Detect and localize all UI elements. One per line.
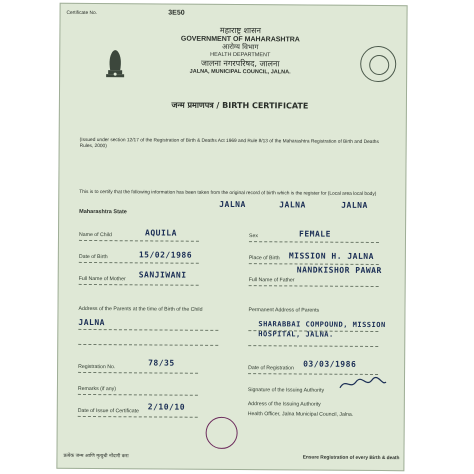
- official-stamp-icon: [206, 417, 238, 449]
- dob-value: 15/02/1986: [138, 250, 193, 260]
- header-marathi-state: महाराष्ट्र शासन: [219, 25, 261, 36]
- state-label: Maharashtra State: [79, 208, 127, 216]
- addr-birth-value: JALNA: [78, 317, 106, 328]
- father-label: Full Name of Father: [248, 277, 295, 284]
- certify-text: This is to certify that the following information has been taken from the original record of birth which is the register for (Local area local body): [79, 189, 377, 198]
- municipal-seal-icon: [360, 46, 396, 82]
- perm-addr-label: Permanent Address of Parents: [248, 307, 320, 314]
- reg-no-value: 78/35: [148, 358, 175, 368]
- sex-value: FEMALE: [298, 229, 331, 239]
- birth-certificate: [56, 3, 407, 471]
- issued-under-text: (Issued under section 12/17 of the Registration of Birth & Deaths Act 1969 and Rule 8/13 of the Maharashtra Registration of Birth and Deaths Rules, 2000): [79, 137, 379, 150]
- reg-date-value: 03/03/1986: [303, 359, 357, 369]
- authority-value: Health Officer, Jalna Municipal Council, Jalna.: [247, 411, 354, 418]
- tahsil-value: JALNA: [279, 200, 306, 210]
- name-label: Name of Child: [78, 231, 112, 239]
- serial-number: 3E50: [168, 9, 185, 17]
- signature-label: Signature of the Issuing Authority: [247, 387, 325, 394]
- serial-line: [67, 10, 403, 19]
- issue-date-label: Date of Issue of Certificate: [77, 407, 139, 415]
- header-health-dept: HEALTH DEPARTMENT: [210, 51, 271, 59]
- header-government: GOVERNMENT OF MAHARASHTRA: [180, 35, 300, 44]
- header-marathi-health: आरोग्य विभाग: [222, 42, 259, 52]
- pob-value: MISSION H. JALNA: [288, 251, 374, 261]
- mother-label: Full Name of Mother: [78, 275, 126, 283]
- dob-label: Date of Birth: [78, 253, 108, 261]
- signature-icon: [338, 376, 388, 392]
- pob-label: Place of Birth: [248, 255, 280, 262]
- mother-value: SANJIWANI: [138, 270, 187, 280]
- district-value: JALNA: [341, 200, 368, 210]
- header-council: JALNA, MUNICIPAL COUNCIL, JALNA.: [189, 68, 291, 76]
- father-value: NANDKISHOR PAWAR: [296, 265, 382, 276]
- name-value: AQUILA: [144, 228, 177, 238]
- local-body-value: JALNA: [219, 199, 246, 210]
- footer-english: Ensure Registration of every Birth & death: [302, 455, 400, 462]
- footer-bar: [63, 452, 399, 466]
- authority-label: Address of the Issuing Authority: [247, 401, 321, 408]
- reg-no-label: Registration No.: [78, 363, 116, 371]
- remarks-label: Remarks (if any): [77, 385, 117, 393]
- serial-label: Certificate No.: [66, 10, 97, 17]
- sex-label: Sex: [248, 233, 258, 240]
- header-marathi-council: जालना नगरपरिषद, जालना: [200, 58, 280, 69]
- ashoka-emblem-icon: [100, 44, 130, 92]
- certificate-title: जन्म प्रमाणपत्र / BIRTH CERTIFICATE: [171, 100, 309, 111]
- issue-date-value: 2/10/10: [147, 402, 186, 412]
- perm-addr-value: SHARABBAI COMPOUND, MISSION HOSPITAL, JALNA.: [258, 320, 386, 339]
- reg-date-label: Date of Registration: [248, 365, 294, 372]
- addr-birth-label: Address of the Parents at the time of Birth of the Child: [78, 305, 203, 313]
- footer-marathi: प्रत्येक जन्म आणि मृत्युची नोंदणी करा: [63, 453, 129, 460]
- header-block: [140, 24, 340, 75]
